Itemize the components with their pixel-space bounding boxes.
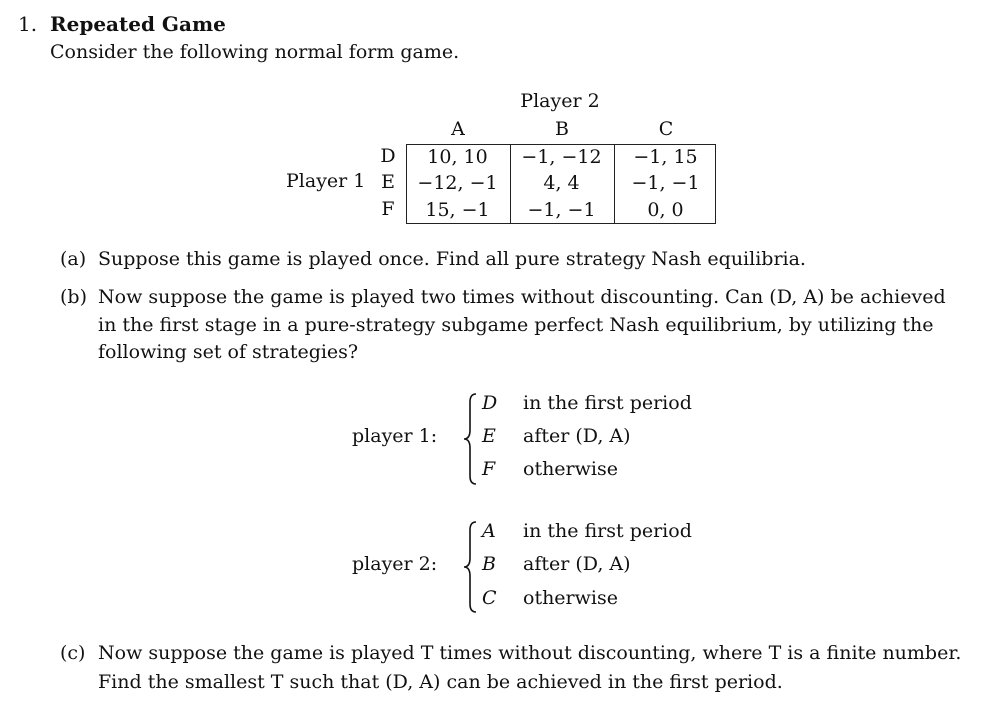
payoff-cell-e-c: −1, −1 xyxy=(631,172,700,194)
left-brace-icon xyxy=(462,520,478,614)
player2-label: Player 2 xyxy=(520,90,600,112)
row-header-d: D xyxy=(380,145,396,167)
question-b-label: (b) xyxy=(60,286,87,308)
intro-text: Consider the following normal form game. xyxy=(50,41,460,63)
problem-title: Repeated Game xyxy=(50,12,226,36)
strategy-action: B xyxy=(482,553,496,575)
strategy-condition: after (D, A) xyxy=(523,425,631,447)
strategy-condition: in the first period xyxy=(523,520,692,542)
payoff-cell-d-b: −1, −12 xyxy=(521,146,602,168)
player1-strategy-label: player 1: xyxy=(352,425,438,447)
payoff-cell-e-b: 4, 4 xyxy=(543,172,580,194)
payoff-cell-d-c: −1, 15 xyxy=(633,146,698,168)
question-b-line: following set of strategies? xyxy=(98,341,359,363)
row-header-f: F xyxy=(381,198,395,220)
question-c-line: Find the smallest T such that (D, A) can be achieved in the first period. xyxy=(98,671,783,693)
payoff-cell-f-c: 0, 0 xyxy=(647,199,684,221)
payoff-cell-d-a: 10, 10 xyxy=(427,146,488,168)
strategy-action: A xyxy=(482,520,496,542)
payoff-cell-f-b: −1, −1 xyxy=(527,199,596,221)
payoff-cell-e-a: −12, −1 xyxy=(417,172,498,194)
question-a-label: (a) xyxy=(60,248,87,270)
player1-label: Player 1 xyxy=(286,170,366,192)
column-header-a: A xyxy=(451,118,465,140)
payoff-cell-f-a: 15, −1 xyxy=(425,199,490,221)
strategy-action: C xyxy=(482,587,497,609)
row-header-e: E xyxy=(381,171,395,193)
column-header-c: C xyxy=(658,118,674,140)
left-brace-icon xyxy=(462,392,478,486)
question-b-line: Now suppose the game is played two times without discounting. Can (D, A) be achieved xyxy=(98,286,946,308)
player2-strategy-label: player 2: xyxy=(352,553,438,575)
question-c-label: (c) xyxy=(60,642,86,664)
strategy-action: D xyxy=(482,392,498,414)
strategy-action: F xyxy=(482,458,496,480)
strategy-condition: in the first period xyxy=(523,392,692,414)
column-header-b: B xyxy=(555,118,569,140)
question-a-text: Suppose this game is played once. Find all pure strategy Nash equilibria. xyxy=(98,248,806,270)
question-c-line: Now suppose the game is played T times without discounting, where T is a finite number. xyxy=(98,642,962,664)
strategy-condition: otherwise xyxy=(523,458,618,480)
question-b-line: in the first stage in a pure-strategy subgame perfect Nash equilibrium, by utilizing the xyxy=(98,314,934,336)
problem-number: 1. xyxy=(18,12,38,36)
strategy-condition: after (D, A) xyxy=(523,553,631,575)
strategy-condition: otherwise xyxy=(523,587,618,609)
strategy-action: E xyxy=(482,425,496,447)
